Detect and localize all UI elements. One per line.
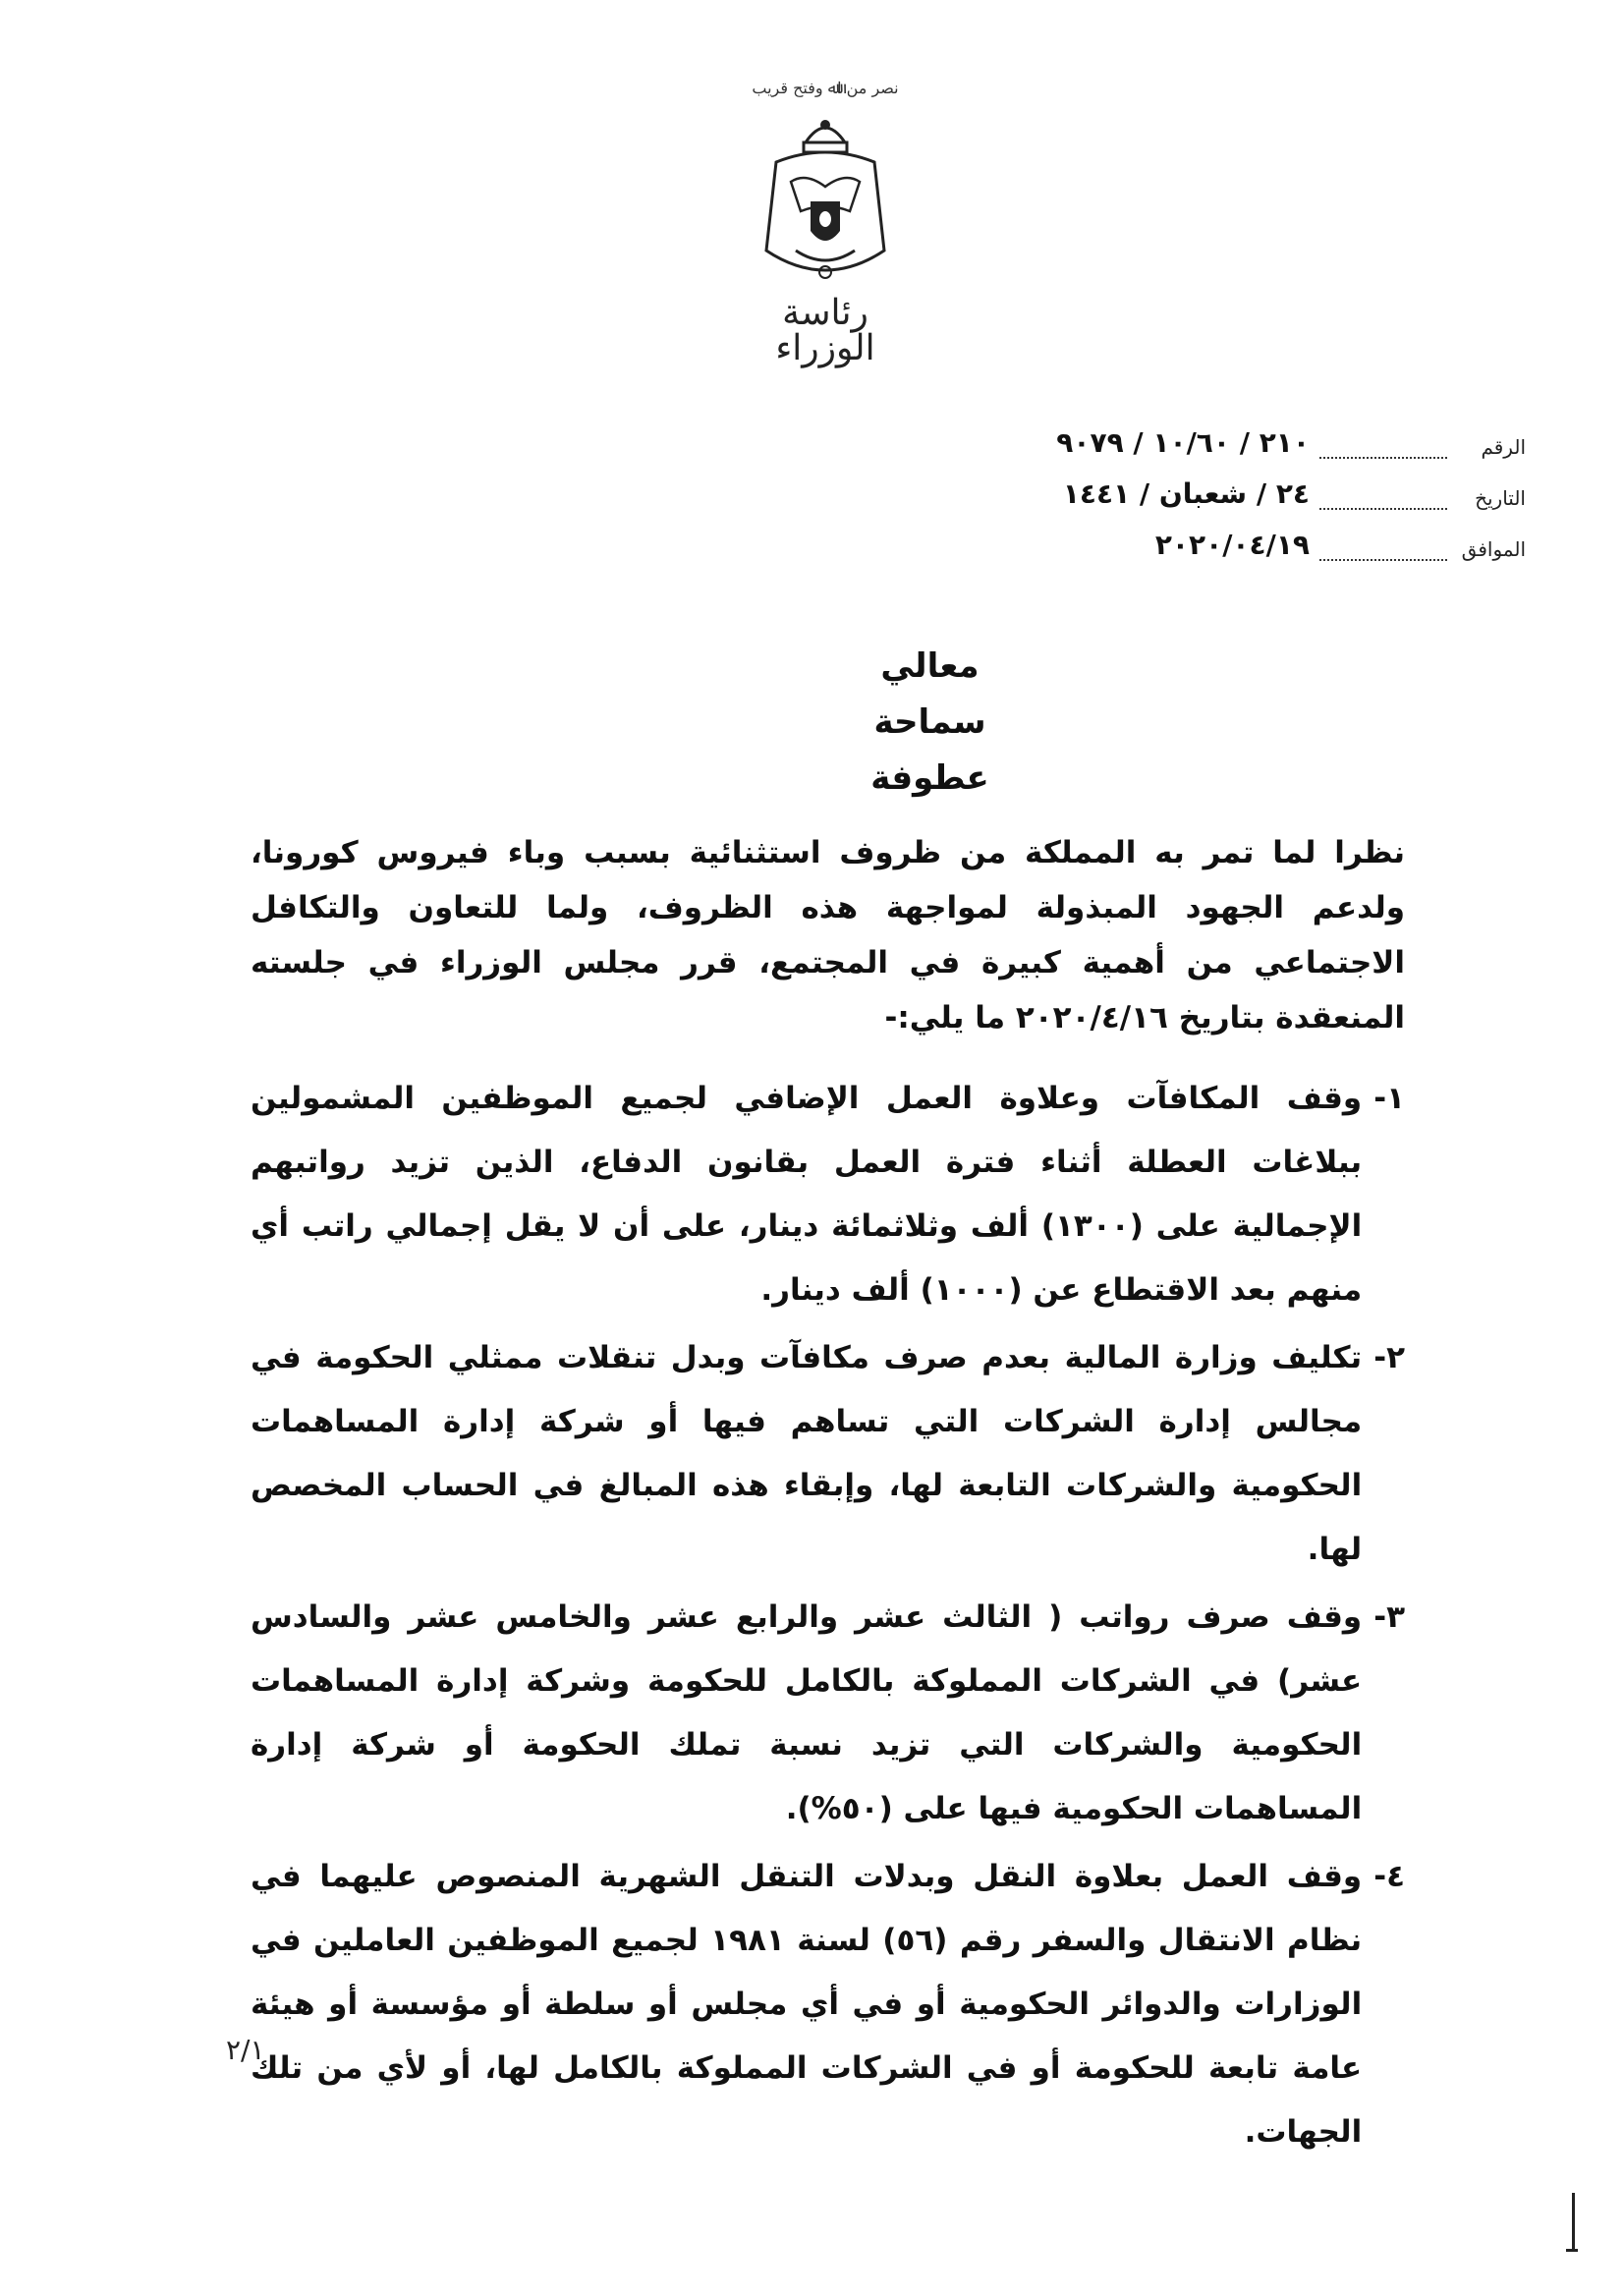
item-text: وقف صرف رواتب ( الثالث عشر والرابع عشر والخامس عشر والسادس عشر) في الشركات المملوكة بالكامل للحكومة وشركة إدارة المساهمات الحكومية والشركات التي تزيد نسبة تملك الحكومة أو شركة إدارة المساهمات الحكومية فيها على (٥٠%). bbox=[251, 1599, 1363, 1826]
reference-block bbox=[818, 408, 1526, 561]
salutation-line: سماحة bbox=[873, 702, 986, 742]
decision-list bbox=[251, 1067, 1405, 2164]
list-item bbox=[251, 1326, 1405, 1582]
reference-date-value: ٢٤ / شعبان / ١٤٤١ bbox=[1062, 477, 1310, 510]
item-number: ٢- bbox=[1373, 1340, 1405, 1375]
item-number: ٣- bbox=[1373, 1599, 1405, 1635]
motto-text: ﻧﺼﺮ ﻣﻦ اﷲ وﻓﺘﺢ ﻗﺮﯾﺐ bbox=[752, 79, 899, 97]
item-number: ١- bbox=[1373, 1081, 1405, 1116]
salutation-line: معالي bbox=[880, 646, 980, 686]
salutation bbox=[0, 639, 1624, 807]
reference-date-label: التاريخ bbox=[1475, 486, 1526, 510]
dotted-line bbox=[1319, 539, 1447, 561]
item-text: وقف العمل بعلاوة النقل وبدلات التنقل الشهرية المنصوص عليهما في نظام الانتقال والسفر رقم (٥٦) لسنة ١٩٨١ لجميع الموظفين العاملين في الوزارات والدوائر الحكومية أو في أي مجلس أو سلطة أو مؤسسة أو هيئة عامة تابعة للحكومة أو في الشركات المملوكة بالكامل لها، أو لأي من تلك الجهات. bbox=[251, 1859, 1363, 2150]
letterhead bbox=[727, 79, 924, 368]
dotted-line bbox=[1319, 488, 1447, 510]
reference-equivalent-row bbox=[818, 510, 1526, 561]
reference-number-row bbox=[818, 408, 1526, 459]
margin-mark-tick bbox=[1566, 2249, 1578, 2252]
reference-number-label: الرقم bbox=[1481, 435, 1526, 459]
reference-number-value: ٢١٠ / ١٠/٦٠ / ٩٠٧٩ bbox=[1056, 426, 1310, 459]
intro-paragraph: نظرا لما تمر به المملكة من ظروف استثنائية بسبب وباء فيروس كورونا، ولدعم الجهود المبذولة لمواجهة هذه الظروف، ولما للتعاون والتكافل الاجتماعي من أهمية كبيرة في المجتمع، قرر مجلس الوزراء في جلسته المنعقدة بتاريخ ٢٠٢٠/٤/١٦ ما يلي:- bbox=[251, 835, 1405, 1036]
letter-body bbox=[251, 825, 1405, 2168]
page-number: ٢/١ bbox=[226, 2034, 265, 2066]
office-title: رئاسة الوزراء bbox=[775, 293, 875, 368]
coat-of-arms-icon bbox=[756, 103, 894, 290]
margin-mark bbox=[1572, 2193, 1575, 2252]
list-item bbox=[251, 1845, 1405, 2164]
list-item bbox=[251, 1067, 1405, 1322]
list-item bbox=[251, 1586, 1405, 1841]
item-text: تكليف وزارة المالية بعدم صرف مكافآت وبدل تنقلات ممثلي الحكومة في مجالس إدارة الشركات التي تساهم فيها أو شركة إدارة المساهمات الحكومية والشركات التابعة لها، وإبقاء هذه المبالغ في الحساب المخصص لها. bbox=[251, 1340, 1363, 1567]
reference-equivalent-label: الموافق bbox=[1461, 537, 1526, 561]
salutation-line: عطوفة bbox=[870, 758, 989, 798]
item-text: وقف المكافآت وعلاوة العمل الإضافي لجميع الموظفين المشمولين ببلاغات العطلة أثناء فترة العمل بقانون الدفاع، الذين تزيد رواتبهم الإجمالية على (١٣٠٠) ألف وثلاثمائة دينار، على أن لا يقل إجمالي راتب أي منهم بعد الاقتطاع عن (١٠٠٠) ألف دينار. bbox=[251, 1081, 1363, 1308]
item-number: ٤- bbox=[1373, 1859, 1405, 1894]
reference-date-row bbox=[818, 459, 1526, 510]
reference-equivalent-value: ٢٠٢٠/٠٤/١٩ bbox=[1154, 529, 1310, 561]
dotted-line bbox=[1319, 437, 1447, 459]
